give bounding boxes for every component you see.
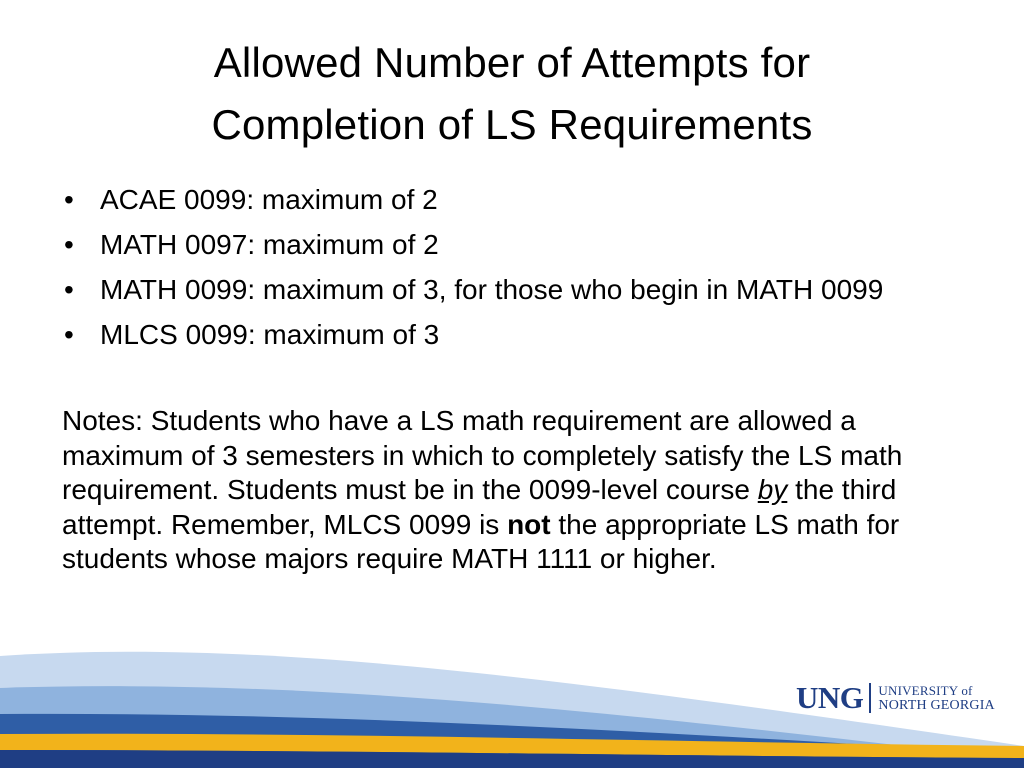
logo-line-2: NORTH GEORGIA	[878, 698, 995, 713]
logo-divider	[869, 683, 871, 713]
logo-wordmark	[878, 683, 994, 713]
slide-title-line-1: Allowed Number of Attempts for	[213, 39, 811, 86]
bullet-item	[62, 318, 962, 351]
notes-paragraph	[62, 404, 982, 577]
notes-emphasis-not: not	[507, 508, 551, 540]
bullet-text: ACAE 0099: maximum of 2	[100, 184, 438, 215]
bullet-text: MATH 0099: maximum of 3, for those who begin in MATH 0099	[100, 274, 884, 305]
bullet-icon: •	[64, 184, 74, 215]
logo-mark: UNG	[796, 680, 864, 715]
notes-emphasis-by: by	[757, 474, 788, 505]
notes-text: the appropriate LS math for students whose majors require MATH 1111 or higher.	[62, 508, 900, 574]
bullet-list	[62, 183, 962, 363]
slide-title	[60, 32, 964, 156]
notes-text: the third attempt. Remember, MLCS 0099 is	[62, 474, 897, 540]
bullet-icon: •	[64, 229, 74, 260]
ung-logo	[796, 681, 995, 715]
bullet-icon: •	[64, 319, 74, 350]
bullet-item	[62, 273, 962, 306]
logo-line-1: UNIVERSITY of	[878, 683, 973, 698]
bullet-text: MLCS 0099: maximum of 3	[100, 319, 440, 350]
bullet-item	[62, 183, 962, 216]
bullet-icon: •	[64, 274, 74, 305]
bullet-item	[62, 228, 962, 261]
slide-title-line-2: Completion of LS Requirements	[211, 101, 813, 148]
bullet-text: MATH 0097: maximum of 2	[100, 229, 439, 260]
notes-text: Notes: Students who have a LS math requirement are allowed a maximum of 3 semesters in which to completely satisfy the LS math requirement. Students must be in the 0099-level course	[62, 405, 903, 505]
